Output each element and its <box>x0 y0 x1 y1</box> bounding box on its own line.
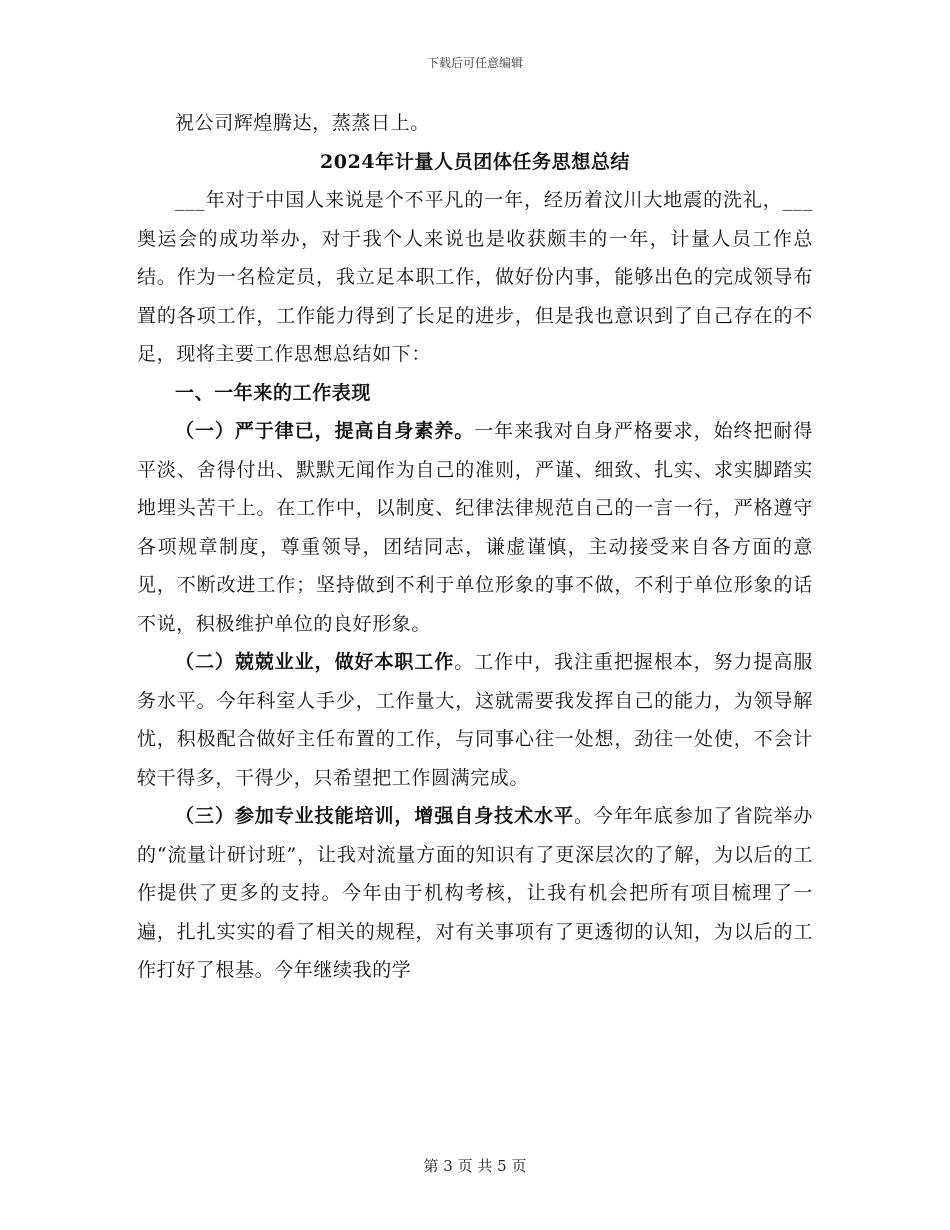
paragraph-item-1 <box>137 412 813 643</box>
intro-paragraph: ___年对于中国人来说是个不平凡的一年，经历着汶川大地震的洗礼，___奥运会的成功举办，对于我个人来说也是收获颇丰的一年，计量人员工作总结。作为一名检定员，我立足本职工作，做好份内事，能够出色的完成领导布置的各项工作，工作能力得到了长足的进步，但是我也意识到了自己存在的不足，现将主要工作思想总结如下： <box>137 189 813 365</box>
item-3-text: 。今年年底参加了省院举办的“流量计研讨班”，让我对流量方面的知识有了更深层次的了解，为以后的工作提供了更多的支持。今年由于机构考核，让我有机会把所有项目梳理了一遍，扎扎实实的看了相关的规程，对有关事项有了更透彻的认知，为以后的工作打好了根基。今年继续我的学 <box>137 805 813 981</box>
item-1-lead: （一）严于律已，提高自身素养。 <box>175 420 475 442</box>
document-title: 2024年计量人员团体任务思想总结 <box>319 150 631 173</box>
paragraph-item-2 <box>137 643 813 797</box>
document-body <box>137 104 813 990</box>
section-heading: 一、一年来的工作表现 <box>175 381 372 404</box>
paragraph-item-3 <box>137 797 813 990</box>
closing-line: 祝公司辉煌腾达，蒸蒸日上。 <box>175 112 430 134</box>
item-2-text: 。工作中，我注重把握根本，努力提高服务水平。今年科室人手少，工作量大，这就需要我发挥自己的能力，为领导解忧，积极配合做好主任布置的工作，与同事心往一处想，劲往一处使，不会计较干得多，干得少，只希望把工作圆满完成。 <box>137 651 813 789</box>
item-3-lead: （三）参加专业技能培训，增强自身技术水平 <box>175 805 574 827</box>
header-note: 下载后可任意编辑 <box>426 56 523 70</box>
item-1-text: 一年来我对自身严格要求，始终把耐得平淡、舍得付出、默默无闻作为自己的准则，严谨、细致、扎实、求实脚踏实地埋头苦干上。在工作中，以制度、纪律法律规范自己的一言一行，严格遵守各项规章制度，尊重领导，团结同志，谦虚谨慎，主动接受来自各方面的意见，不断改进工作；坚持做到不利于单位形象的事不做，不利于单位形象的话不说，积极维护单位的良好形象。 <box>137 420 813 635</box>
page-number: 第 3 页 共 5 页 <box>423 1157 527 1175</box>
item-2-lead: （二）兢兢业业，做好本职工作 <box>175 651 455 673</box>
